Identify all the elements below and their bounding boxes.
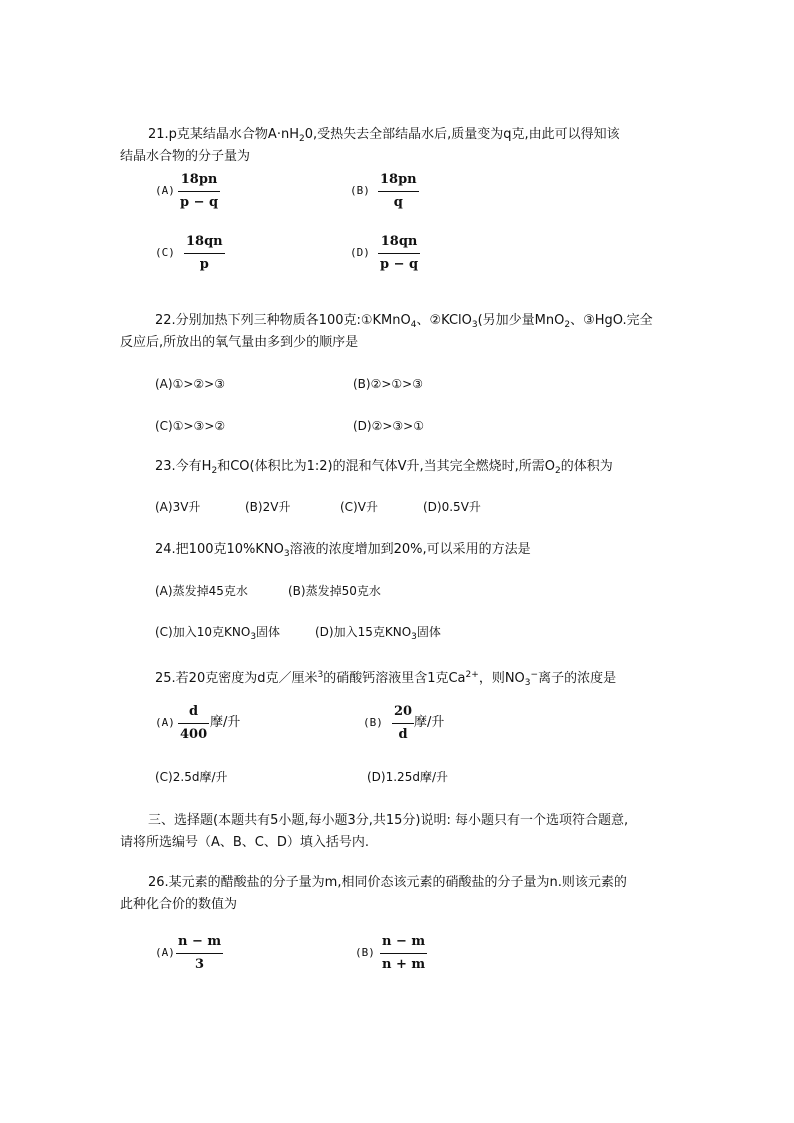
q25-option-b-fraction: 20 d [394, 704, 413, 742]
q25-option-a-unit: 摩/升 [210, 715, 241, 730]
q23-option-c: (C)V升 [340, 500, 378, 514]
q25-option-d: (D)1.25d摩/升 [367, 770, 448, 784]
q24-option-d: (D)加入15克$KNO_3$固体 [315, 625, 441, 642]
q25-option-a-label: (A) [155, 716, 175, 729]
q22-line2: 反应后,所放出的氧气量由多到少的顺序是 [120, 335, 359, 350]
q26-option-a-fraction: n − m 3 [178, 934, 222, 972]
q21-line2: 结晶水合物的分子量为 [120, 149, 251, 164]
q23-option-d: (D)0.5V升 [423, 500, 481, 514]
section-3-instructions-line1: 三、选择题(本题共有5小题,每小题3分,共15分)说明: 每小题只有一个选项符合题意, [148, 813, 629, 828]
q22-option-d: (D)②>③>① [353, 419, 424, 433]
q21-option-c-fraction: 18qn p [186, 234, 223, 272]
q22-line1: 22.分别加热下列三种物质各100克:①KMnO$_4$、②KClO$_3$(另加少量MnO$_2$、③HgO.完全 [155, 313, 653, 330]
q22-option-a: (A)①>②>③ [155, 377, 225, 391]
q23-line: 23.今有$H_2$和CO(体积比为1:2)的混和气体V升,当其完全燃烧时,所需$O_2$的体积为 [155, 459, 613, 476]
q26-option-b-fraction: n − m n + m [382, 934, 426, 972]
q25-option-a-fraction: d 400 [180, 704, 208, 742]
q25-option-c: (C)2.5d摩/升 [155, 770, 228, 784]
q21-option-d-label: (D) [350, 246, 370, 259]
q26-line2: 此种化合价的数值为 [120, 897, 238, 912]
q24-option-a: (A)蒸发掉45克水 [155, 584, 248, 598]
q24-line: 24.把100克$10\%KNO_3$溶液的浓度增加到20%,可以采用的方法是 [155, 542, 531, 559]
q22-option-c: (C)①>③>② [155, 419, 226, 433]
q21-option-b-label: (B) [350, 184, 370, 197]
q23-option-b: (B)2V升 [245, 500, 291, 514]
q21-line1: 21.p克某结晶水合物$A\cdot nH_20$,受热失去全部结晶水后,质量变为q克,由此可以得知该 [148, 127, 620, 144]
q21-option-d-fraction: 18qn p − q [380, 234, 419, 272]
q22-option-b: (B)②>①>③ [353, 377, 423, 391]
q21-option-a-label: (A) [155, 184, 175, 197]
q25-option-b-unit: 摩/升 [414, 715, 445, 730]
q26-option-b-label: (B) [355, 946, 375, 959]
section-3-instructions-line2: 请将所选编号（A、B、C、D）填入括号内. [120, 835, 370, 850]
q21-option-c-label: (C) [155, 246, 175, 259]
q24-option-c: (C)加入10克$KNO_3$固体 [155, 625, 281, 642]
q26-line1: 26.某元素的醋酸盐的分子量为m,相同价态该元素的硝酸盐的分子量为n.则该元素的 [148, 875, 627, 890]
q25-option-b-label: (B) [363, 716, 383, 729]
q23-option-a: (A)3V升 [155, 500, 201, 514]
q21-option-a-fraction: 18pn p − q [180, 172, 219, 210]
q26-option-a-label: (A) [155, 946, 175, 959]
q24-option-b: (B)蒸发掉50克水 [288, 584, 381, 598]
q25-line: 25.若20克密度为d克／厘米$^3$的硝酸钙溶液里含1克$Ca^{2+}$，则$NO_3^-$离子的浓度是 [155, 670, 617, 688]
q21-option-b-fraction: 18pn q [380, 172, 417, 210]
